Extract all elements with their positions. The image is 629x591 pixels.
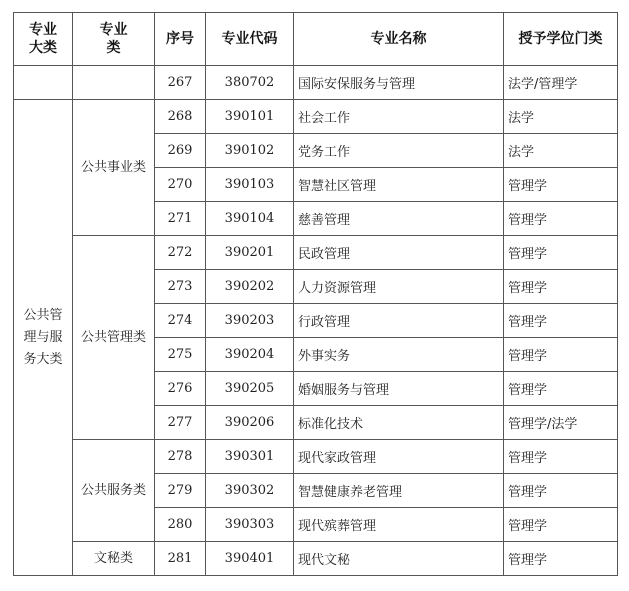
header-class: 专业 类 — [73, 13, 155, 66]
class-cell: 公共管理类 — [73, 236, 155, 440]
degree-cell: 法学 — [504, 100, 618, 134]
name-cell: 慈善管理 — [294, 202, 504, 236]
class-cell: 公共事业类 — [73, 100, 155, 236]
table-row — [14, 542, 618, 576]
name-cell: 外事实务 — [294, 338, 504, 372]
seq-cell: 278 — [155, 440, 206, 474]
degree-cell: 管理学 — [504, 508, 618, 542]
degree-cell: 管理学/法学 — [504, 406, 618, 440]
header-name: 专业名称 — [294, 13, 504, 66]
name-cell: 行政管理 — [294, 304, 504, 338]
seq-cell: 280 — [155, 508, 206, 542]
seq-cell: 271 — [155, 202, 206, 236]
seq-cell: 272 — [155, 236, 206, 270]
header-seq: 序号 — [155, 13, 206, 66]
degree-cell: 管理学 — [504, 236, 618, 270]
name-cell: 党务工作 — [294, 134, 504, 168]
class-cell: 文秘类 — [73, 542, 155, 576]
degree-cell: 管理学 — [504, 168, 618, 202]
table-row — [14, 66, 618, 100]
degree-cell: 法学/管理学 — [504, 66, 618, 100]
name-cell: 人力资源管理 — [294, 270, 504, 304]
class-cell: 公共服务类 — [73, 440, 155, 542]
name-cell: 标准化技术 — [294, 406, 504, 440]
degree-cell: 管理学 — [504, 440, 618, 474]
empty-category-cell — [14, 66, 73, 100]
code-cell: 390203 — [206, 304, 294, 338]
code-cell: 390104 — [206, 202, 294, 236]
name-cell: 现代文秘 — [294, 542, 504, 576]
name-cell: 社会工作 — [294, 100, 504, 134]
name-cell: 婚姻服务与管理 — [294, 372, 504, 406]
code-cell: 390301 — [206, 440, 294, 474]
degree-cell: 管理学 — [504, 304, 618, 338]
table-row — [14, 236, 618, 270]
degree-cell: 管理学 — [504, 338, 618, 372]
category-cell: 公共管 理与服 务大类 — [14, 100, 73, 576]
degree-cell: 管理学 — [504, 542, 618, 576]
seq-cell: 275 — [155, 338, 206, 372]
code-cell: 390201 — [206, 236, 294, 270]
code-cell: 390302 — [206, 474, 294, 508]
seq-cell: 268 — [155, 100, 206, 134]
seq-cell: 273 — [155, 270, 206, 304]
header-code: 专业代码 — [206, 13, 294, 66]
code-cell: 390101 — [206, 100, 294, 134]
code-cell: 390202 — [206, 270, 294, 304]
code-cell: 390204 — [206, 338, 294, 372]
degree-cell: 管理学 — [504, 270, 618, 304]
code-cell: 390303 — [206, 508, 294, 542]
code-cell: 390103 — [206, 168, 294, 202]
seq-cell: 276 — [155, 372, 206, 406]
seq-cell: 274 — [155, 304, 206, 338]
name-cell: 现代殡葬管理 — [294, 508, 504, 542]
table-wrapper — [13, 12, 618, 576]
code-cell: 390102 — [206, 134, 294, 168]
header-row — [14, 13, 618, 66]
seq-cell: 270 — [155, 168, 206, 202]
code-cell: 390401 — [206, 542, 294, 576]
table-row — [14, 440, 618, 474]
degree-cell: 管理学 — [504, 474, 618, 508]
degree-cell: 管理学 — [504, 202, 618, 236]
name-cell: 现代家政管理 — [294, 440, 504, 474]
name-cell: 智慧健康养老管理 — [294, 474, 504, 508]
degree-cell: 管理学 — [504, 372, 618, 406]
header-category: 专业 大类 — [14, 13, 73, 66]
header-degree: 授予学位门类 — [504, 13, 618, 66]
code-cell: 380702 — [206, 66, 294, 100]
degree-cell: 法学 — [504, 134, 618, 168]
name-cell: 民政管理 — [294, 236, 504, 270]
code-cell: 390206 — [206, 406, 294, 440]
empty-class-cell — [73, 66, 155, 100]
seq-cell: 281 — [155, 542, 206, 576]
seq-cell: 269 — [155, 134, 206, 168]
name-cell: 智慧社区管理 — [294, 168, 504, 202]
table-row — [14, 100, 618, 134]
name-cell: 国际安保服务与管理 — [294, 66, 504, 100]
seq-cell: 277 — [155, 406, 206, 440]
majors-table — [13, 12, 618, 576]
code-cell: 390205 — [206, 372, 294, 406]
seq-cell: 279 — [155, 474, 206, 508]
seq-cell: 267 — [155, 66, 206, 100]
